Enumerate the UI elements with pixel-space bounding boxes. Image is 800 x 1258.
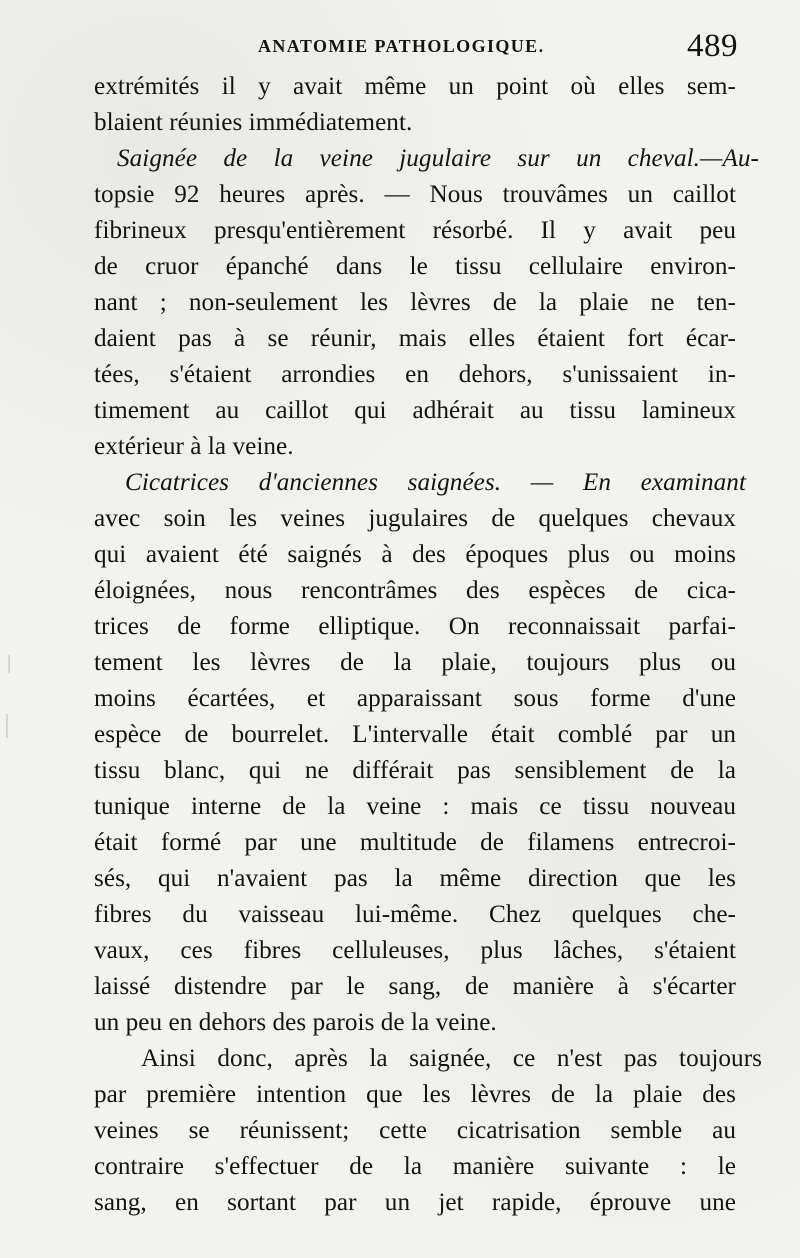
text-line: Cicatrices d'anciennes saignées. — En examinant [125,469,746,496]
text-line: Saignée de la veine jugulaire sur un cheval.—Au- [117,145,759,172]
text-line: espèce de bourrelet. L'intervalle était comblé par un [94,721,736,748]
text-line: par première intention que les lèvres de la plaie des [94,1081,736,1108]
text-line: tées, s'étaient arrondies en dehors, s'unissaient in- [94,361,736,388]
text-line: timement au caillot qui adhérait au tissu lamineux [94,397,736,424]
body-text [94,69,766,1221]
text-line: sang, en sortant par un jet rapide, éprouve une [94,1189,736,1216]
text-line: était formé par une multitude de filamens entrecroi- [94,829,736,856]
text-line: extrémités il y avait même un point où elles sem- [94,73,736,100]
text-line: veines se réunissent; cette cicatrisation semble au [94,1117,736,1144]
text-line: avec soin les veines jugulaires de quelques chevaux [94,505,736,532]
text-line: laissé distendre par le sang, de manière à s'écarter [94,973,736,1000]
text-line: contraire s'effectuer de la manière suivante : le [94,1153,736,1180]
text-line: daient pas à se réunir, mais elles étaient fort écar- [94,325,736,352]
text-line: tunique interne de la veine : mais ce tissu nouveau [94,793,736,820]
text-line: qui avaient été saignés à des époques plus ou moins [94,541,736,568]
text-line: Ainsi donc, après la saignée, ce n'est pas toujours [141,1045,762,1072]
margin-mark [6,714,8,738]
text-line: tissu blanc, qui ne différait pas sensiblement de la [94,757,736,784]
page-header [0,28,800,68]
text-line: blaient réunies immédiatement. [94,109,413,136]
text-line: fibrineux presqu'entièrement résorbé. Il y avait peu [94,217,736,244]
text-line: nant ; non-seulement les lèvres de la plaie ne ten- [94,289,736,316]
margin-mark [8,655,10,673]
text-line: de cruor épanché dans le tissu cellulaire environ- [94,253,736,280]
text-line: tement les lèvres de la plaie, toujours plus ou [94,649,736,676]
page-number: 489 [687,28,738,64]
text-line: vaux, ces fibres celluleuses, plus lâches, s'étaient [94,937,736,964]
text-line: éloignées, nous rencontrâmes des espèces de cica- [94,577,736,604]
text-line: extérieur à la veine. [94,433,294,460]
text-line: topsie 92 heures après. — Nous trouvâmes un caillot [94,181,736,208]
text-line: fibres du vaisseau lui-même. Chez quelques che- [94,901,736,928]
text-line: trices de forme elliptique. On reconnaissait parfai- [94,613,736,640]
text-line: sés, qui n'avaient pas la même direction que les [94,865,736,892]
text-line: moins écartées, et apparaissant sous forme d'une [94,685,736,712]
text-line: un peu en dehors des parois de la veine. [94,1009,497,1036]
running-title: ANATOMIE PATHOLOGIQUE. [258,36,545,56]
